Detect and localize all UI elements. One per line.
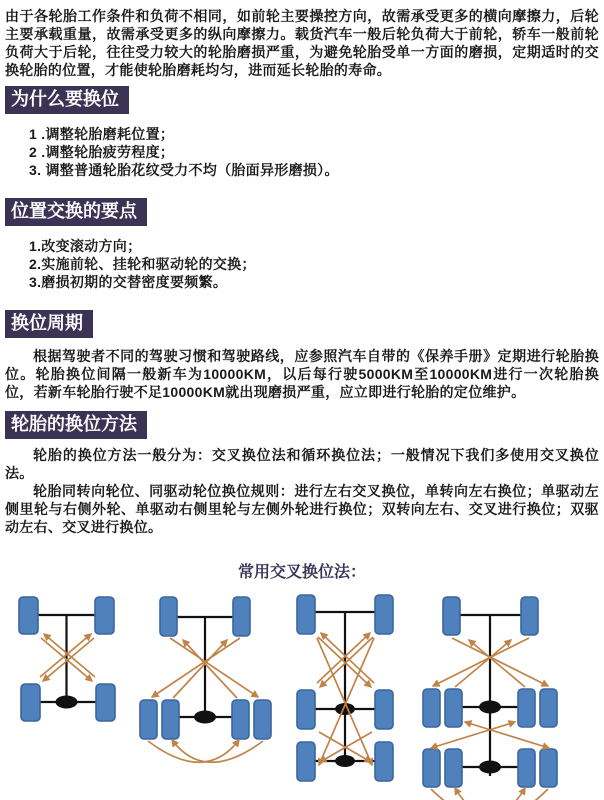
tire-middle-outer-right — [540, 689, 557, 727]
tire-rear-right — [375, 742, 393, 781]
tire-front-left — [443, 597, 460, 635]
differential — [479, 761, 501, 774]
axle-frame — [460, 615, 521, 776]
differential — [194, 711, 216, 724]
list-item: 1.改变滚动方向； — [29, 238, 142, 254]
tire-middle-outer-left — [423, 689, 440, 727]
tire-rear-inner-right — [232, 700, 249, 739]
list-item: 3. 调整普通轮胎花纹受力不均（胎面异形磨损）。 — [29, 162, 339, 178]
axle-frame — [170, 617, 240, 717]
tire-rear-left — [21, 684, 40, 721]
tire-middle-right — [375, 690, 393, 729]
rotation-methods-paragraph-1: 轮胎的换位方法一般分为：交叉换位法和循环换位法；一般情况下我们多使用交叉换位法。 — [5, 447, 599, 481]
tire-front-right — [375, 595, 393, 634]
rotation-methods-paragraph-2: 轮胎同转向轮位、同驱动轮位换位规则：进行左右交叉换位，单转向左右换位；单驱动左侧里轮与右侧外轮、单驱动右侧里轮与左侧外轮进行换位；双转向左右、交叉进行换位；双驱动左右、交叉进行换位。 — [5, 483, 599, 535]
axle-frame — [315, 612, 375, 761]
tire-rear-outer-right — [540, 749, 557, 787]
differential — [335, 755, 355, 767]
tire-rear-outer-left — [140, 700, 157, 739]
section-title-rotation-cycle: 换位周期 — [5, 310, 93, 338]
tire-rear-inner-left — [162, 700, 179, 739]
tire-front-left — [19, 597, 38, 634]
differential — [56, 696, 78, 709]
tire-rear-inner-right — [518, 749, 535, 787]
section-title-why-rotate: 为什么要换位 — [5, 86, 129, 114]
tire-front-left — [160, 597, 177, 636]
why-rotate-list — [29, 125, 599, 179]
tire-front-right — [233, 597, 250, 636]
diagram-dual-rear-cross — [137, 592, 272, 792]
differential — [479, 701, 501, 714]
intro-paragraph: 由于各轮胎工作条件和负荷不相同，如前轮主要操控方向，故需承受更多的横向摩擦力，后轮主要承载重量，故需承受更多的纵向摩擦力。载货汽车一般后轮负荷大于前轮，轿车一般前轮负荷大于后轮，往往受力较大的轮胎磨损严重，为避免轮胎受单一方面的磨损，定期适时的交换轮胎的位置，才能使轮胎磨耗均匀，进而延长轮胎的寿命。 — [5, 8, 599, 78]
tire-front-right — [521, 597, 538, 635]
diagram-four-wheel-cross — [15, 594, 120, 734]
tire-front-right — [95, 597, 114, 634]
section-title-rotation-methods: 轮胎的换位方法 — [5, 411, 147, 439]
rotation-diagrams — [0, 592, 604, 800]
tire-middle-inner-right — [518, 689, 535, 727]
tire-middle-inner-left — [445, 689, 462, 727]
tire-rear-left — [297, 742, 315, 781]
list-item: 1 .调整轮胎磨耗位置； — [29, 126, 175, 142]
rotation-cycle-paragraph: 根据驾驶者不同的驾驶习惯和驾驶路线，应参照汽车自带的《保养手册》定期进行轮胎换位。轮胎换位间隔一般新车为10000KM，以后每行驶5000KM至10000KM进行一次轮胎换位，若新车轮胎行驶不足10000KM就出现磨损严重，应立即进行轮胎的定位维护。 — [5, 348, 599, 400]
tire-front-left — [297, 595, 315, 634]
tire-rear-right — [96, 684, 115, 721]
list-item: 2.实施前轮、挂轮和驱动轮的交换； — [29, 256, 256, 272]
axle-frame — [38, 615, 96, 702]
tire-rear-outer-left — [423, 749, 440, 787]
tire-middle-left — [297, 690, 315, 729]
swap-points-list — [29, 237, 599, 291]
diagram-title: 常用交叉换位法： — [237, 564, 366, 581]
list-item: 2 .调整轮胎疲劳程度； — [29, 144, 175, 160]
list-item: 3.磨损初期的交替密度要频繁。 — [29, 274, 228, 290]
diagram-dual-wheel-two-axle-cross — [418, 592, 583, 800]
tire-rear-inner-left — [445, 749, 462, 787]
section-title-swap-points: 位置交换的要点 — [5, 198, 147, 226]
diagram-two-rear-axle-cross — [293, 592, 398, 792]
tire-rear-outer-right — [254, 700, 271, 739]
